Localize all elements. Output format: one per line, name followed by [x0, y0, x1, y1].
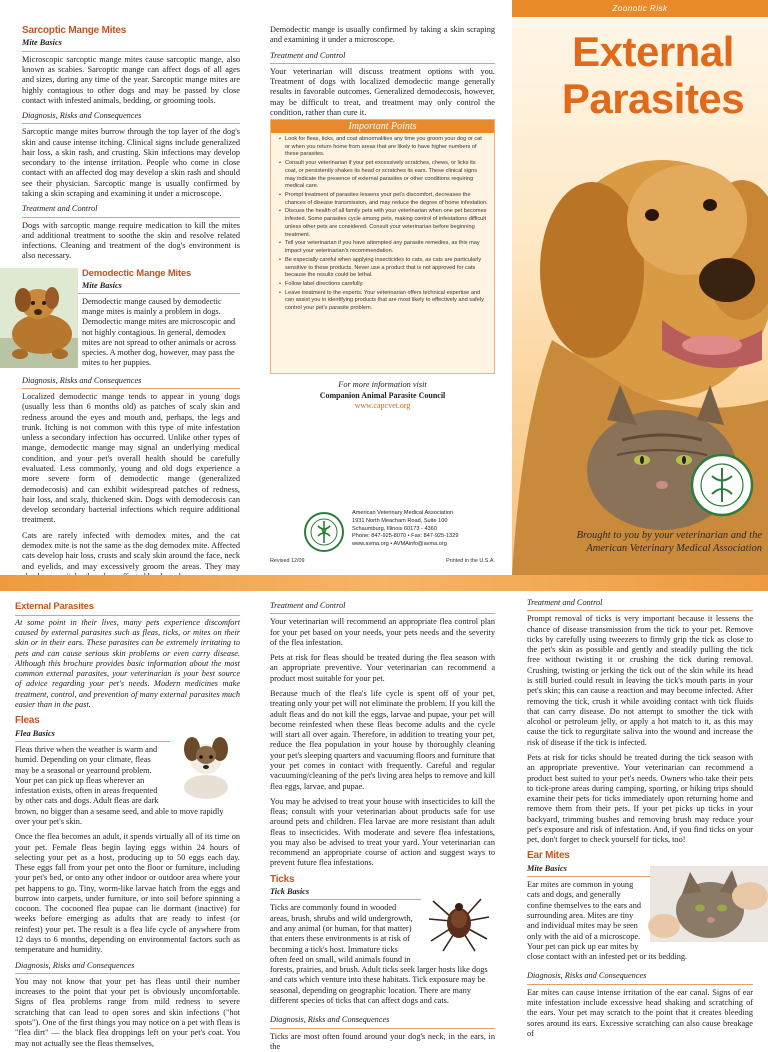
tick-drc-text: Ticks are most often found around your dog's neck, in the ears, in the — [270, 1031, 495, 1051]
printed-in: Printed in the U.S.A. — [446, 558, 495, 564]
flea-cycle-text: Once the flea becomes an adult, it spends virtually all of its time on your pet. Female fleas begin laying eggs within 24 hours of selecting your pet as a host, producing up to 50 eggs each day. These eggs fall from your pet onto the floor or furniture, including your pet's bed, or onto any other indoor or outdoor area where your pet happens to go. Tiny, worm-like larvae hatch from the eggs and burrow into carpets, under furniture, or into soil before spinning a cocoon. The cocooned flea pupae can lie dormant (inactive) for weeks before emerging as adults that are ready to infest (or reinfest) your pet. The result is a flea life cycle of anywhere from 12 days to 6 months, depending on environmental factors such as temperature and humidity. — [15, 832, 240, 955]
sarcoptic-basics-text: Microscopic sarcoptic mange mites cause sarcoptic mange, also known as scabies. Sarcoptic mange can affect dogs of all ages and sizes, during any time of the year. Sarcoptic mange mites are highly contagious to other dogs and may be passed by close contact with infested animals, bedding, or grooming tools. — [22, 54, 240, 105]
ear-mites-title: Ear Mites — [527, 850, 570, 862]
external-parasites-column — [15, 601, 240, 1048]
more-info-block — [270, 380, 495, 412]
ear-mite-drc-text: Ear mites can cause intense irritation of the ear canal. Signs of ear mite infestation include excessive head shaking and scratching of the ears. Your pet may scratch to the point that it creates bleeding sores around its ears. Excessive scratching can also cause breakage of — [527, 987, 753, 1038]
revision-line — [270, 558, 495, 564]
important-point: • Tell your veterinarian if you have attempted any parasite remedies, as this may impact your veterinarian's recommendation. — [279, 240, 488, 255]
tick-drc-label: Diagnosis, Risks and Consequences — [270, 1015, 495, 1028]
flea-treatment-p3: Because much of the flea's life cycle is spent off of your pet, treating only your pet will not eliminate the problem. If you kill the adult fleas and do not kill the eggs, larvae and pupae, your pet will become reinfested when these fleas become adults and the cycle will start all over again. Therefore, in addition to treating your pet, reduce the flea population in your house by thoroughly cleaning your pet's sleeping quarters and vacuuming floors and furniture that your pet comes in contact with frequently. Careful and regular vacuuming/cleaning of the pet's living area helps to remove and kill flea eggs, larvae, and pupae. — [270, 688, 495, 791]
revised-date: Revised 12/09 — [270, 558, 305, 564]
sarcoptic-treatment-label: Treatment and Control — [22, 204, 240, 217]
brought-line1: Brought to you by your veterinarian and the — [576, 530, 762, 541]
ticks-title: Ticks — [270, 873, 295, 885]
cover-title-line2: Parasites — [561, 75, 745, 123]
tick-basics-block — [270, 887, 495, 1011]
demodectic-block — [22, 268, 240, 374]
flea-treatment-ticks-column — [270, 601, 495, 1051]
ear-mites-block — [527, 864, 753, 968]
sarcoptic-column — [22, 25, 240, 573]
capc-name: Companion Animal Parasite Council — [319, 390, 446, 400]
cats-demodex-text: Cats are rarely infected with demodex mites, and the cat demodex mite is not the same as the dog demodex mite. Affected cats develop hair loss, crusts and scaly skin around the face, neck and eyelids, and may excessively groom the areas. They may — [22, 530, 240, 571]
important-point: • Prompt treatment of parasites lessens your pet's discomfort, decreases the chances of disease transmission, and may reduce the degree of home infestation. — [279, 192, 488, 207]
fleas-title: Fleas — [15, 715, 40, 727]
dog-with-fleas-photo — [170, 731, 240, 801]
avma-address1: 1931 North Meacham Road, Suite 100 — [352, 517, 448, 524]
flea-treatment-p2: Pets at risk for fleas should be treated during the flea season with an appropriate preventive. Your veterinarian can recommend a product most suitable for your pet. — [270, 653, 495, 683]
cover-title-line1: External — [572, 28, 734, 75]
flea-drc-label: Diagnosis, Risks and Consequences — [15, 961, 240, 974]
demodex-treatment-label: Treatment and Control — [270, 51, 495, 64]
flea-treatment-p4: You may be advised to treat your house with insecticides to kill the fleas; consult with your veterinarian about products safe for use around pets and children. Flea larvae are more resistant than adult fleas to insecticides. With moderate and severe flea infestations, you may also be advised to treat your yard. Your veterinarian can recommend an appropriate course of action and suggest ways to prevent future flea infestations. — [270, 796, 495, 868]
important-point: • Consult your veterinarian if your pet excessively scratches, chews, or licks its coat, or persistently shakes its head or scratches its ears. These clinical signs may indicate the presence of external parasites or other conditions requiring medical care. — [279, 160, 488, 191]
demodectic-basics-text: Demodectic mange caused by demodectic mange mites is mainly a problem in dogs. Demodectic mange mites are microscopic and not highly contagious. In general, demodex mites are not spread to other animals or across species. A mother dog, however, may pass the mites to her puppies. — [82, 296, 236, 368]
demodex-confirm-text: Demodectic mange is usually confirmed by taking a skin scraping and examining it under a microscope. — [270, 25, 495, 45]
tick-photo — [421, 889, 495, 959]
sarcoptic-drc-label: Diagnosis, Risks and Consequences — [22, 111, 240, 124]
svg-text:V: V — [320, 527, 328, 537]
important-point: • Discuss the health of all family pets with your veterinarian when one pet becomes infested. Some parasites cycle among pets, making control of infestations difficult unless other pets are considered. Consult your veterinarian before beginning treatment. — [279, 208, 488, 239]
sarcoptic-drc-text: Sarcoptic mange mites burrow through the top layer of the dog's skin and cause intense itching. Clinical signs include generalized hair loss, a skin rash, and crusting. Skin infections may develop secondary to the intense irritation. People who come in close contact with an affected dog may develop a skin rash and should see their physician. Sarcoptic mange is usually confirmed by taking a skin scraping and examining it under a microscope. — [22, 127, 240, 199]
important-point: • Be especially careful when applying insecticides to cats, as cats are particularly sensitive to these products. Never use a product that is not approved for cats because the results could be lethal. — [279, 257, 488, 280]
tick-basics-label: Tick Basics — [270, 887, 495, 900]
important-point: • Leave treatment to the experts. Your veterinarian offers technical expertise and can assist you in identifying products that are most likely to effectively and safely control your pet's parasite problem. — [279, 290, 488, 313]
flea-basics-text: Fleas thrive when the weather is warm and humid. Depending on your climate, fleas may be a seasonal or yearround problem. Your pet can pick up fleas wherever an infestation exists, often in areas frequented by other cats and dogs. Adult fleas are dark brown, no bigger than a sesame seed, and able to move rapidly over your pet's skin. — [15, 744, 224, 826]
avma-address-block — [352, 510, 512, 549]
brought-to-you-text — [522, 530, 762, 555]
demodectic-drc-label: Diagnosis, Risks and Consequences — [22, 376, 240, 389]
important-points-list — [271, 133, 494, 313]
tick-basics-text: Ticks are commonly found in wooded areas, brush, shrubs and wild undergrowth, and any animal (or human, for that matter) that enters these environments is at risk of becoming a tick's host. Immature ticks often feed on small, wild animals found in forests, prairies, and brush. Adult ticks seek larger hosts like dogs and cats which venture into these habitats. Tick exposure may be seasonal, depending on geographic location. There are many different species of ticks that can affect dogs and cats. — [270, 903, 488, 1005]
flea-drc-text: You may not know that your pet has fleas until their number increases to the point that your pet is obviously uncomfortable. Signs of flea problems range from mild redness to severe scratching that can lead to open sores and skin infections ("hot spots"). One of the first things you may notice on a pet with fleas is "flea dirt" — the black flea droppings left on your pet's coat. You may not actually see the fleas themselves, — [15, 976, 240, 1048]
ear-mite-basics-text: Ear mites are common in young cats and dogs, and generally confine themselves to the ears and surrounding area. Mites are tiny and individual mites may be seen only with the aid of a microscope. Your pet can pick up ear mites by close contact with an infested pet or its bedding. — [527, 880, 688, 962]
capc-link[interactable]: www.capcvet.org — [354, 401, 411, 411]
demodex-treatment-text: Your veterinarian will discuss treatment options with you. Treatment of dogs with localized demodectic mange generally results in favorable outcomes. Generalized demodecosis, however, may be difficult to treat, and treatment may only control the condition, rather than cure it. — [270, 66, 495, 117]
tick-treatment-p1: Prompt removal of ticks is very important because it lessens the chance of disease transmission from the tick to your pet. Remove ticks by carefully using tweezers to firmly grip the tick as close to the pet's skin as possible and gently and steadily pulling the tick free without twisting it or crushing the tick during removal. Crushing, twisting or jerking the tick out of the skin while its head is still buried could result in leaving the tick's mouth parts in your pet's skin; this can cause a reaction and may become infected. After removing the tick, crush it while avoiding contact with tick fluids that can carry disease. Do not attempt to smother the tick with alcohol or petroleum jelly, or apply a hot match to it, as this may cause the tick to regurgitate saliva into the wound and increase the risk of disease if the tick is infected. — [527, 614, 753, 747]
avma-seal-small — [304, 512, 344, 552]
external-parasites-intro: At some point in their lives, many pets experience discomfort caused by external parasites such as fleas, ticks, or mites on their skin or in their ears. These parasites can be extremely irritating to pets and can cause serious skin problems or even carry disease. Although this brochure provides basic information about the most common external parasites, your veterinarian is your best source of advice regarding your pet's needs. Modern medicines make treatment, control, and prevention of many external parasites much easier than in the past. — [15, 617, 240, 710]
avma-phone: Phone: 847-925-8070 • Fax: 847-925-1329 — [352, 533, 459, 540]
ear-mite-basics-label: Mite Basics — [527, 864, 753, 877]
zoonotic-risk-band: Zoonotic Risk — [512, 0, 768, 17]
avma-web[interactable]: www.avma.org • AVMAinfo@avma.org — [352, 541, 447, 548]
external-parasites-title: External Parasites — [15, 601, 240, 616]
flea-basics-label: Flea Basics — [15, 729, 240, 742]
sarcoptic-title: Sarcoptic Mange Mites — [22, 25, 127, 36]
important-point: • Look for fleas, ticks, and coat abnormalities any time you groom your dog or cat or when you return home from areas that are likely to have higher numbers of these parasites. — [279, 136, 488, 159]
demodectic-drc-text: Localized demodectic mange tends to appear in young dogs (usually less than 6 months old) as patches of scaly skin and redness around the eyes and mouth and, perhaps, the legs and trunk. Itching is not common with this type of mite infestation unless a secondary infection has occurred. Unlike other types of mange, demodectic mange may signal an underlying medical condition, and your pet's overall health should be carefully evaluated. Less commonly, young and old dogs experience a more severe form of demodectic mange (generalized demodecosis) and can exhibit widespread patches of redness, hair loss, and scaly, thickened skin. Dogs with demodecosis can develop secondary bacterial infections which require additional treatment. — [22, 392, 240, 525]
demodectic-title: Demodectic Mange Mites — [82, 267, 192, 279]
page-fold-divider — [0, 575, 768, 591]
demodectic-basics-label: Mite Basics — [22, 281, 240, 294]
avma-address2: Schaumburg, Illinois 60173 - 4360 — [352, 525, 437, 532]
cat-ear-exam-photo — [650, 866, 768, 942]
tick-treatment-p2: Pets at risk for ticks should be treated during the tick season with an appropriate preventive. Your veterinarian can recommend a product best suited to your pet's needs. Owners who take their pets to tick-prone areas during camping, sporting, or hiking trips should examine their pets for ticks immediately upon returning home and remove them from their pets. If your pet picks up ticks in your backyard, trimming bushes and removing brush may reduce your pet's exposure and risk of infestation. And, if you find ticks on your pet, don't forget to check yourself for ticks, too! — [527, 752, 753, 845]
flea-treatment-p1: Your veterinarian will recommend an appropriate flea control plan for your pet based on your needs, your pets needs and the severity of the flea infestation. — [270, 617, 495, 647]
important-points-box — [270, 119, 495, 374]
flea-basics-block — [15, 729, 240, 833]
important-points-title: Important Points — [271, 120, 494, 133]
brought-line2: American Veterinary Medical Association — [586, 542, 762, 554]
mite-basics-label: Mite Basics — [22, 38, 240, 51]
more-info-label: For more information visit — [338, 380, 427, 389]
puppy-photo — [0, 268, 78, 368]
middle-top-column — [270, 25, 495, 120]
tick-treatment-label: Treatment and Control — [527, 598, 753, 611]
flea-treatment-label: Treatment and Control — [270, 601, 495, 614]
important-point: • Follow label directions carefully. — [279, 281, 488, 289]
sarcoptic-treatment-text: Dogs with sarcoptic mange require medication to kill the mites and additional treatment to soothe the skin and resolve related infections. Cleaning and treatment of the dog's environment is also necessary. — [22, 220, 240, 261]
ear-mite-drc-label: Diagnosis, Risks and Consequences — [527, 971, 753, 984]
cover-title — [548, 28, 758, 122]
avma-name: American Veterinary Medical Association — [352, 510, 454, 516]
tick-treatment-ear-mites-column — [527, 598, 753, 1038]
cover-panel — [512, 0, 768, 575]
